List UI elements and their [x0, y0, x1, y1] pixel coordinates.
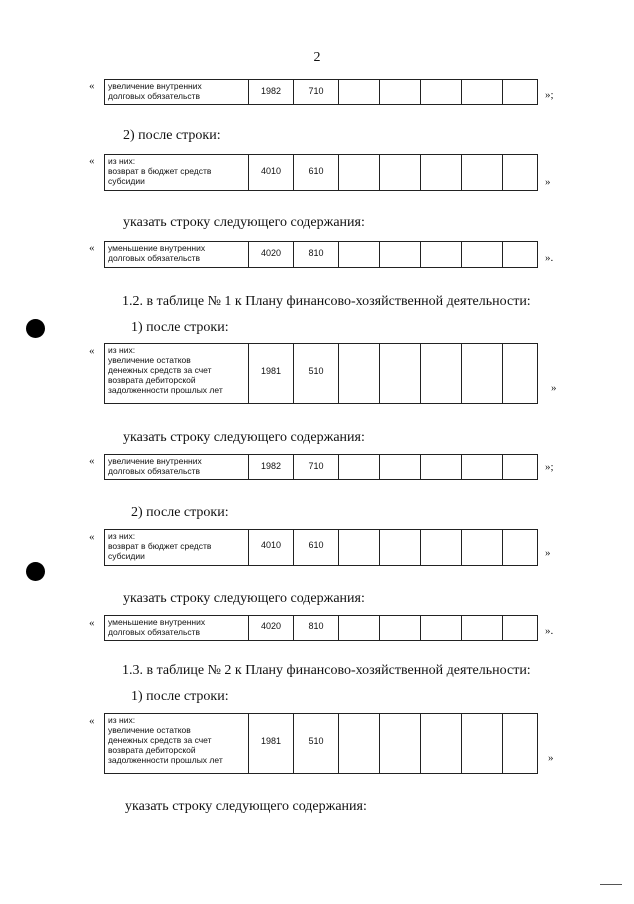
empty-cell [503, 155, 538, 191]
punch-hole-mark [26, 562, 45, 581]
row-label: уменьшение внутренних долговых обязательств [105, 242, 249, 268]
open-quote: « [89, 455, 95, 467]
empty-cell [339, 80, 380, 105]
row-code-cell [249, 344, 294, 404]
row-code: 1982 [260, 86, 282, 96]
row-code: 4020 [260, 248, 282, 258]
row-code: 1982 [260, 461, 282, 471]
budget-row-table [104, 713, 538, 774]
empty-cell [462, 714, 503, 774]
empty-cell [503, 530, 538, 566]
row-label: из них: увеличение остатков денежных средств за счет возврата дебиторской задолженности прошлых лет [105, 714, 249, 774]
open-quote: « [89, 242, 95, 254]
empty-cell [421, 530, 462, 566]
open-quote: « [89, 617, 95, 629]
empty-cell [339, 242, 380, 268]
open-quote: « [89, 715, 95, 727]
budget-row-table [104, 241, 538, 268]
open-quote: « [89, 345, 95, 357]
empty-cell [380, 714, 421, 774]
budget-row-table [104, 615, 538, 641]
empty-cell [339, 616, 380, 641]
row-code: 1981 [260, 736, 282, 746]
kosgu-code-cell [294, 714, 339, 774]
instruction-specify-row: указать строку следующего содержания: [125, 799, 367, 814]
row-code-cell [249, 80, 294, 105]
close-quote: » [545, 176, 551, 188]
budget-row-table [104, 529, 538, 566]
empty-cell [462, 455, 503, 480]
row-code: 4020 [260, 621, 282, 631]
row-code-cell [249, 242, 294, 268]
empty-cell [503, 616, 538, 641]
kosgu-code: 510 [308, 366, 324, 376]
empty-cell [421, 714, 462, 774]
kosgu-code-cell [294, 616, 339, 641]
empty-cell [339, 530, 380, 566]
empty-cell [421, 155, 462, 191]
open-quote: « [89, 531, 95, 543]
empty-cell [503, 242, 538, 268]
close-quote: » [551, 382, 557, 394]
kosgu-code-cell [294, 155, 339, 191]
close-quote: » [548, 752, 554, 764]
empty-cell [462, 80, 503, 105]
budget-row-table [104, 154, 538, 191]
page-number: 2 [313, 50, 321, 65]
row-code-cell [249, 714, 294, 774]
row-code: 4010 [260, 540, 282, 550]
empty-cell [380, 530, 421, 566]
empty-cell [462, 155, 503, 191]
kosgu-code: 510 [308, 736, 324, 746]
instruction-after-row: 1) после строки: [131, 689, 229, 704]
empty-cell [462, 344, 503, 404]
close-quote: »; [545, 89, 554, 101]
close-quote: ». [545, 252, 554, 264]
instruction-after-row: 1) после строки: [131, 320, 229, 335]
row-label: из них: возврат в бюджет средств субсидии [105, 530, 249, 566]
row-label: уменьшение внутренних долговых обязательств [105, 616, 249, 641]
kosgu-code: 710 [308, 86, 324, 96]
empty-cell [462, 242, 503, 268]
empty-cell [380, 80, 421, 105]
empty-cell [503, 80, 538, 105]
row-code: 1981 [260, 366, 282, 376]
row-code: 4010 [260, 166, 282, 176]
empty-cell [380, 344, 421, 404]
empty-cell [339, 155, 380, 191]
empty-cell [421, 344, 462, 404]
kosgu-code-cell [294, 455, 339, 480]
empty-cell [421, 616, 462, 641]
kosgu-code-cell [294, 242, 339, 268]
row-code-cell [249, 616, 294, 641]
kosgu-code: 810 [308, 621, 324, 631]
empty-cell [380, 616, 421, 641]
empty-cell [380, 455, 421, 480]
row-label: увеличение внутренних долговых обязательств [105, 80, 249, 105]
empty-cell [339, 714, 380, 774]
kosgu-code-cell [294, 530, 339, 566]
kosgu-code: 810 [308, 248, 324, 258]
instruction-after-row: 2) после строки: [131, 505, 229, 520]
kosgu-code: 610 [308, 540, 324, 550]
empty-cell [503, 714, 538, 774]
empty-cell [339, 455, 380, 480]
kosgu-code-cell [294, 80, 339, 105]
close-quote: ». [545, 625, 554, 637]
empty-cell [462, 616, 503, 641]
section-heading: 1.3. в таблице № 2 к Плану финансово-хозяйственной деятельности: [122, 663, 531, 678]
empty-cell [503, 455, 538, 480]
open-quote: « [89, 80, 95, 92]
open-quote: « [89, 155, 95, 167]
empty-cell [339, 344, 380, 404]
instruction-after-row: 2) после строки: [123, 128, 221, 143]
row-label: из них: увеличение остатков денежных средств за счет возврата дебиторской задолженности прошлых лет [105, 344, 249, 404]
row-code-cell [249, 455, 294, 480]
empty-cell [380, 242, 421, 268]
row-code-cell [249, 530, 294, 566]
empty-cell [421, 80, 462, 105]
kosgu-code: 710 [308, 461, 324, 471]
instruction-specify-row: указать строку следующего содержания: [123, 430, 365, 445]
close-quote: »; [545, 461, 554, 473]
budget-row-table [104, 454, 538, 480]
budget-row-table [104, 343, 538, 404]
budget-row-table [104, 79, 538, 105]
empty-cell [462, 530, 503, 566]
close-quote: » [545, 547, 551, 559]
row-label: увеличение внутренних долговых обязательств [105, 455, 249, 480]
row-code-cell [249, 155, 294, 191]
empty-cell [503, 344, 538, 404]
empty-cell [380, 155, 421, 191]
scan-mark [600, 884, 622, 885]
row-label: из них: возврат в бюджет средств субсидии [105, 155, 249, 191]
section-heading: 1.2. в таблице № 1 к Плану финансово-хозяйственной деятельности: [122, 294, 531, 309]
instruction-specify-row: указать строку следующего содержания: [123, 215, 365, 230]
punch-hole-mark [26, 319, 45, 338]
empty-cell [421, 455, 462, 480]
kosgu-code-cell [294, 344, 339, 404]
instruction-specify-row: указать строку следующего содержания: [123, 591, 365, 606]
empty-cell [421, 242, 462, 268]
kosgu-code: 610 [308, 166, 324, 176]
